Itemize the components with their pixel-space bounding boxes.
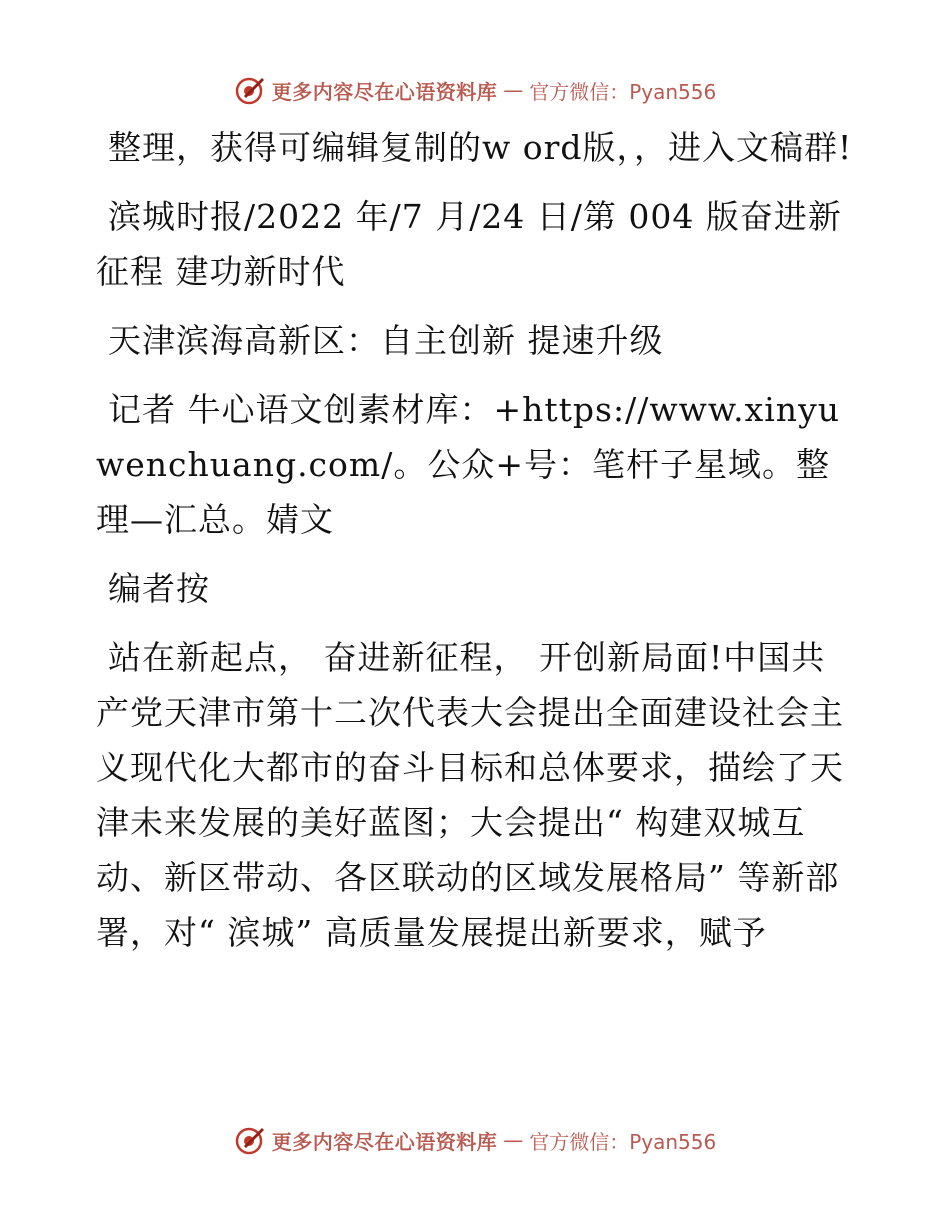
header-banner	[0, 70, 950, 110]
banner-wechat-text: 官方微信：Pyan556	[529, 79, 717, 104]
document-body	[96, 120, 856, 974]
banner-separator: —	[503, 1128, 524, 1152]
banner-separator: —	[503, 78, 524, 102]
footer-banner	[0, 1120, 950, 1160]
quill-pen-logo-icon	[234, 74, 266, 106]
reporter-line: 记者 牛心语文创素材库：+https://www.xinyuwenchuang.com/。公众+号：笔杆子星域。整理—汇总。婧文	[96, 390, 840, 539]
banner-main-text: 更多内容尽在心语资料库	[271, 79, 498, 104]
banner-wechat-text: 官方微信：Pyan556	[529, 1129, 717, 1154]
body-paragraph: 站在新起点， 奋进新征程， 开创新局面!中国共产党天津市第十二次代表大会提出全面建设社会主义现代化大都市的奋斗目标和总体要求，描绘了天津未来发展的美好蓝图；大会提出“ 构建双城互动、新区带动、各区联动的区域发展格局” 等新部署，对“ 滨城” 高质量发展提出新要求，赋予	[96, 638, 844, 952]
source-line: 滨城时报/2022 年/7 月/24 日/第 004 版奋进新征程 建功新时代	[96, 197, 842, 291]
article-title: 天津滨海高新区：自主创新 提速升级	[108, 321, 664, 360]
banner-main-text: 更多内容尽在心语资料库	[271, 1129, 498, 1154]
quill-pen-logo-icon	[234, 1124, 266, 1156]
editor-note-heading: 编者按	[108, 569, 210, 608]
intro-paragraph: 整理，获得可编辑复制的w ord版，，进入文稿群!	[108, 128, 853, 167]
